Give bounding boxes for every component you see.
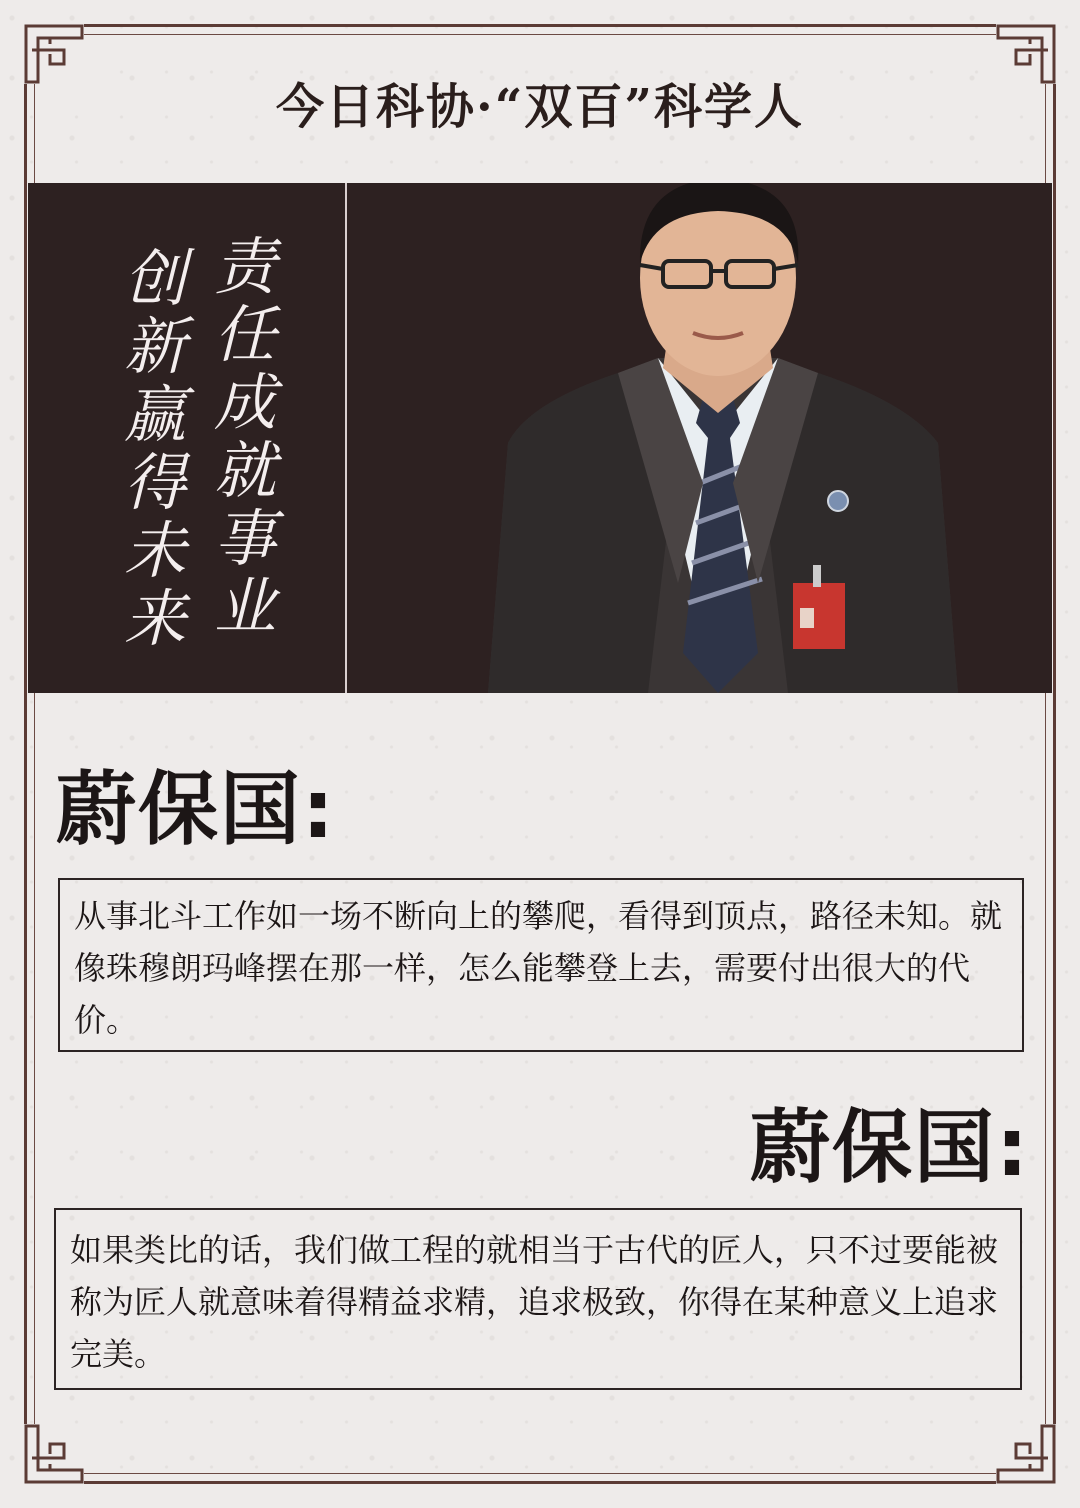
portrait-photo: [468, 183, 968, 693]
speaker-name: 蔚保国:: [750, 1101, 1030, 1194]
page-title: 今日科协·“双百”科学人: [276, 79, 804, 135]
calligraphy-char: 创: [123, 242, 186, 315]
quote-text: 从事北斗工作如一场不断向上的攀爬，看得到顶点，路径未知。就像珠穆朗玛峰摆在那一样，怎么能攀登上去，需要付出很大的代价。: [74, 897, 1003, 1039]
quote-text: 如果类比的话，我们做工程的就相当于古代的匠人，只不过要能被称为匠人就意味着得精益求精，追求极致，你得在某种意义上追求完美。: [70, 1231, 999, 1373]
corner-ornament-icon: [24, 1424, 84, 1484]
banner-divider: [345, 183, 347, 693]
calligraphy-right-column: [210, 230, 280, 643]
calligraphy-char: 就: [213, 434, 276, 507]
calligraphy-left-column: [120, 242, 190, 655]
calligraphy-char: 得: [123, 446, 186, 519]
calligraphy-char: 业: [213, 570, 276, 643]
speaker-name: 蔚保国:: [56, 763, 336, 856]
calligraphy-char: 赢: [123, 378, 186, 451]
hero-banner: [28, 183, 1052, 693]
calligraphy-char: 新: [123, 310, 186, 383]
calligraphy-char: 成: [213, 366, 276, 439]
calligraphy-char: 未: [123, 514, 186, 587]
calligraphy-char: 来: [123, 582, 186, 655]
calligraphy-char: 任: [213, 298, 276, 371]
quote-box: [58, 878, 1024, 1052]
quote-box: [54, 1208, 1022, 1390]
corner-ornament-icon: [996, 1424, 1056, 1484]
calligraphy-char: 事: [213, 502, 276, 575]
calligraphy-char: 责: [213, 230, 276, 303]
